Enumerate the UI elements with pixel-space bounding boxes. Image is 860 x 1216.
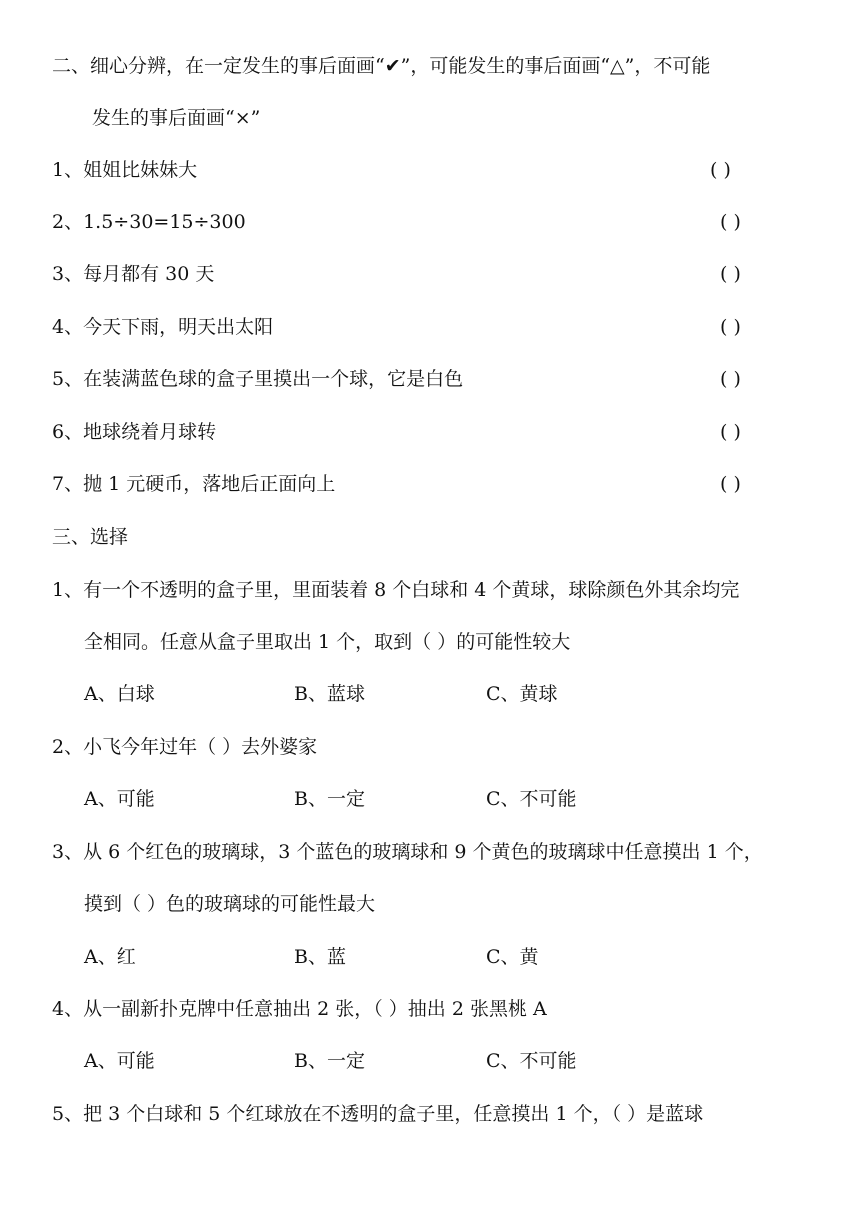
judge-item-1: 1、姐姐比妹妹大 — [52, 159, 198, 181]
judge-item-6: 6、地球绕着月球转 — [52, 421, 217, 443]
q2-option-b: B、一定 — [294, 788, 365, 810]
choice-question-3-line1: 3、从 6 个红色的玻璃球，3 个蓝色的玻璃球和 9 个黄色的玻璃球中任意摸出 1 个， — [52, 841, 763, 863]
q4-option-c: C、不可能 — [486, 1050, 577, 1072]
q1-option-b: B、蓝球 — [294, 683, 365, 705]
choice-question-1-line1: 1、有一个不透明的盒子里，里面装着 8 个白球和 4 个黄球，球除颜色外其余均完 — [52, 579, 740, 601]
choice-question-2: 2、小飞今年过年（ ）去外婆家 — [52, 736, 318, 758]
judge-answer-blank-2: ( ) — [720, 211, 741, 233]
judge-answer-blank-3: ( ) — [720, 263, 741, 285]
q1-option-c: C、黄球 — [486, 683, 558, 705]
section2-heading-line1: 二、细心分辨，在一定发生的事后面画“✔”，可能发生的事后面画“△”，不可能 — [52, 55, 711, 77]
section2-heading-line2: 发生的事后面画“×” — [92, 107, 261, 129]
judge-answer-blank-1: ( ) — [710, 159, 731, 181]
judge-item-2: 2、1.5÷30=15÷300 — [52, 211, 246, 233]
choice-question-3-line2: 摸到（ ）色的玻璃球的可能性最大 — [84, 893, 376, 915]
q3-option-c: C、黄 — [486, 946, 539, 968]
judge-item-7: 7、抛 1 元硬币，落地后正面向上 — [52, 473, 336, 495]
judge-answer-blank-7: ( ) — [720, 473, 741, 495]
judge-item-4: 4、今天下雨，明天出太阳 — [52, 316, 274, 338]
q3-option-b: B、蓝 — [294, 946, 346, 968]
q4-option-a: A、可能 — [84, 1050, 155, 1072]
choice-question-5: 5、把 3 个白球和 5 个红球放在不透明的盒子里，任意摸出 1 个，（ ）是蓝球 — [52, 1103, 704, 1125]
judge-item-5: 5、在装满蓝色球的盒子里摸出一个球，它是白色 — [52, 368, 464, 390]
judge-answer-blank-5: ( ) — [720, 368, 741, 390]
q1-option-a: A、白球 — [84, 683, 155, 705]
judge-answer-blank-4: ( ) — [720, 316, 741, 338]
q3-option-a: A、红 — [84, 946, 136, 968]
q2-option-c: C、不可能 — [486, 788, 577, 810]
judge-answer-blank-6: ( ) — [720, 421, 741, 443]
q4-option-b: B、一定 — [294, 1050, 365, 1072]
q2-option-a: A、可能 — [84, 788, 155, 810]
choice-question-4: 4、从一副新扑克牌中任意抽出 2 张，（ ）抽出 2 张黑桃 A — [52, 998, 547, 1020]
judge-item-3: 3、每月都有 30 天 — [52, 263, 215, 285]
choice-question-1-line2: 全相同。任意从盒子里取出 1 个，取到（ ）的可能性较大 — [84, 631, 571, 653]
section3-heading: 三、选择 — [52, 526, 129, 548]
